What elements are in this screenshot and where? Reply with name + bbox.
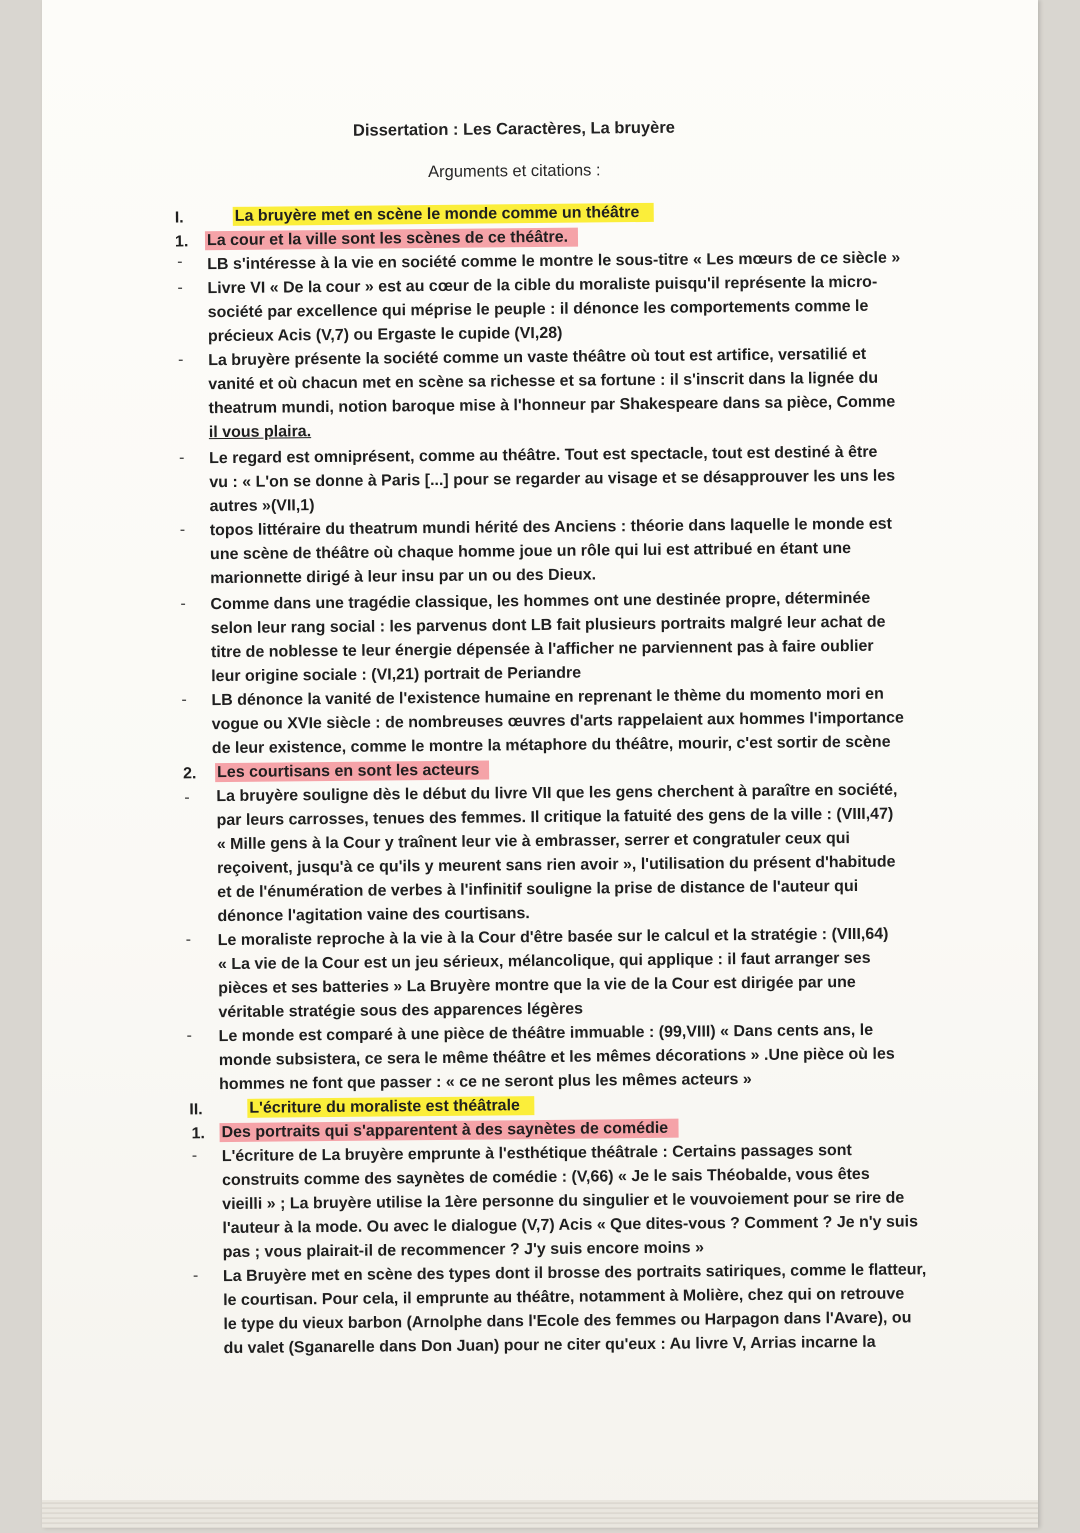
paragraph-line: vanité et où chacun met en scène sa richesse et sa fortune : il s'inscrit dans la lignée du [208,369,879,394]
paragraph-line: par leurs carrosses, tenues des femmes. Il critique la fatuité des gens de la ville : (VIII,47) [216,805,894,830]
paragraph-line: Le moraliste reproche à la vie à la Cour d'être basée sur le calcul et la stratégie : (VIII,64) [217,925,889,950]
bullet-dash: - [192,1267,199,1285]
paragraph-line: monde subsistera, ce sera le même théâtre et les mêmes décorations » .Une pièce où les [218,1045,895,1070]
paragraph-line: L'écriture de La bruyère emprunte à l'esthétique théâtrale : Certains passages sont [221,1142,852,1166]
paragraph-line: La Bruyère met en scène des types dont il brosse des portraits satiriques, comme le flatteur, [222,1261,927,1286]
paragraph-line: vieilli » ; La bruyère utilise la 1ère personne du singulier et le vouvoiement pour se rire de [222,1189,905,1214]
paragraph-line: theatrum mundi, notion baroque mise à l'honneur par Shakespeare dans sa pièce, Comme [208,393,896,418]
bullet-dash: - [179,449,185,467]
paragraph-line: topos littéraire du theatrum mundi hérité des Anciens : théorie dans laquelle le monde est [209,515,893,540]
bullet-dash: - [185,931,192,949]
paragraph-line: le courtisan. Pour cela, il emprunte au théâtre, notamment à Molière, chez qui on retrouve [223,1285,905,1310]
paragraph-line: « La vie de la Cour est un jeu sérieux, mélancolique, qui applique : il faut arranger ses [217,949,871,974]
paragraph-line: Comme dans une tragédie classique, les hommes ont une destinée propre, déterminée [210,589,871,614]
paragraph-line: Le regard est omniprésent, comme au théâtre. Tout est spectacle, tout est destiné à être [209,443,878,468]
section-1-2-heading [215,758,490,785]
paragraph-line: pas ; vous plairait-il de recommencer ? J'y suis encore moins » [222,1239,705,1262]
paragraph-line: construits comme des saynètes de comédie : (V,66) « Je le sais Théobalde, vous êtes [221,1165,870,1190]
section-1-1-number: 1. [174,233,189,251]
paragraph-line: dénonce l'agitation vaine des courtisans. [217,905,530,926]
paragraph-line: une scène de théâtre où chaque homme joue un rôle qui lui est attribué en étant une [209,540,852,564]
document-subtitle: Arguments et citations : [428,161,601,182]
part-2-heading-text: L'écriture du moraliste est théâtrale [247,1096,534,1118]
paragraph-line: titre de noblesse te leur énergie dépensée à l'afficher ne parviennent pas à faire oublier [210,637,874,662]
part-1-numeral: I. [174,209,184,227]
paragraph-line: marionnette dirigé à leur insu par un ou des Dieux. [210,566,597,588]
paragraph-line: et de l'énumération de verbes à l'infinitif souligne la prise de distance de l'auteur qui [217,877,859,902]
paragraph-line: leur origine sociale : (VI,21) portrait de Periandre [211,664,582,686]
document-title: Dissertation : Les Caractères, La bruyère [352,118,675,140]
paragraph-line: hommes ne font que passer : « ce ne seront plus les mêmes acteurs » [219,1070,752,1094]
bullet-dash: - [181,691,187,709]
paragraph-line: LB s'intéresse à la vie en société comme le montre le sous-titre « Les mœurs de ce siècle » [207,249,901,274]
part-1-heading-text: La bruyère met en scène le monde comme un théâtre [233,203,654,226]
paragraph-line: précieux Acis (V,7) ou Ergaste le cupide (VI,28) [207,324,563,346]
section-2-1-number: 1. [191,1125,205,1143]
paragraph-line: selon leur rang social : les parvenus dont LB fait plusieurs portraits malgré leur achat de [210,613,886,638]
paragraph-line: il vous plaira. [208,423,312,442]
bullet-dash: - [184,789,190,807]
paragraph-line: Le monde est comparé à une pièce de théâtre immuable : (99,VIII) « Dans cents ans, le [218,1021,874,1046]
paragraph-line: autres »(VII,1) [209,497,315,516]
paragraph-line: La bruyère présente la société comme un vaste théâtre où tout est artifice, versatilié et [208,345,867,370]
paragraph-line: vogue ou XVIe siècle : de nombreuses œuvres d'arts rappelaient aux hommes l'importance [211,709,904,734]
paragraph-line: véritable stratégie sous des apparences légères [218,1000,584,1022]
paragraph-line: le type du vieux barbon (Arnolphe dans l'Ecole des femmes ou Harpagon dans l'Avare), ou [223,1309,912,1334]
paragraph-line: LB dénonce la vanité de l'existence humaine en reprenant le thème du momento mori en [211,685,884,710]
paragraph-line: société par excellence qui méprise le peuple : il dénonce les comportements comme le [207,297,869,322]
paragraph-line: Livre VI « De la cour » est au cœur de la cible du moraliste puisqu'il représente la micro- [207,273,878,298]
paragraph-line: pièces et ses batteries » La Bruyère montre que la vie de la Cour est dirigée par une [218,973,856,998]
paragraph-line: du valet (Sganarelle dans Don Juan) pour ne citer qu'eux : Au livre V, Arrias incarne la [223,1333,876,1358]
section-1-1-heading [205,226,578,254]
section-1-2-number: 2. [183,765,197,783]
bullet-dash: - [179,521,186,539]
bullet-dash: - [180,595,186,613]
paragraph-line: reçoivent, jusqu'à ce qu'ils y meurent sans rien avoir », l'utilisation du présent d'habitude [216,853,896,878]
paragraph-line: de leur existence, comme le montre la métaphore du théâtre, mourir, c'est sortir de scène [211,733,891,758]
part-2-heading [247,1094,534,1121]
paragraph-line: « Mille gens à la Cour y traînent leur vie à embrasser, serrer et congratuler ceux qui [216,830,850,854]
bullet-dash: - [186,1027,193,1045]
part-2-numeral: II. [189,1101,203,1119]
paragraph-line: La bruyère souligne dès le début du livre VII que les gens cherchent à paraître en société, [216,781,898,806]
paragraph-line: l'auteur à la mode. Ou avec le dialogue (V,7) Acis « Que dites-vous ? Comment ? Je n'y suis [222,1213,919,1238]
section-2-1-heading-text: Des portraits qui s'apparentent à des saynètes de comédie [219,1119,678,1142]
section-1-2-heading-text: Les courtisans en sont les acteurs [215,760,489,782]
bullet-dash: - [177,253,183,271]
section-1-1-heading-text: La cour et la ville sont les scènes de ce théâtre. [205,228,578,251]
bullet-dash: - [177,279,183,297]
bullet-dash: - [178,351,184,369]
bullet-dash: - [191,1147,198,1165]
paragraph-line: vu : « L'on se donne à Paris [...] pour se regarder au visage et se désapprouver les uns les [209,467,896,492]
part-1-heading [233,201,654,229]
